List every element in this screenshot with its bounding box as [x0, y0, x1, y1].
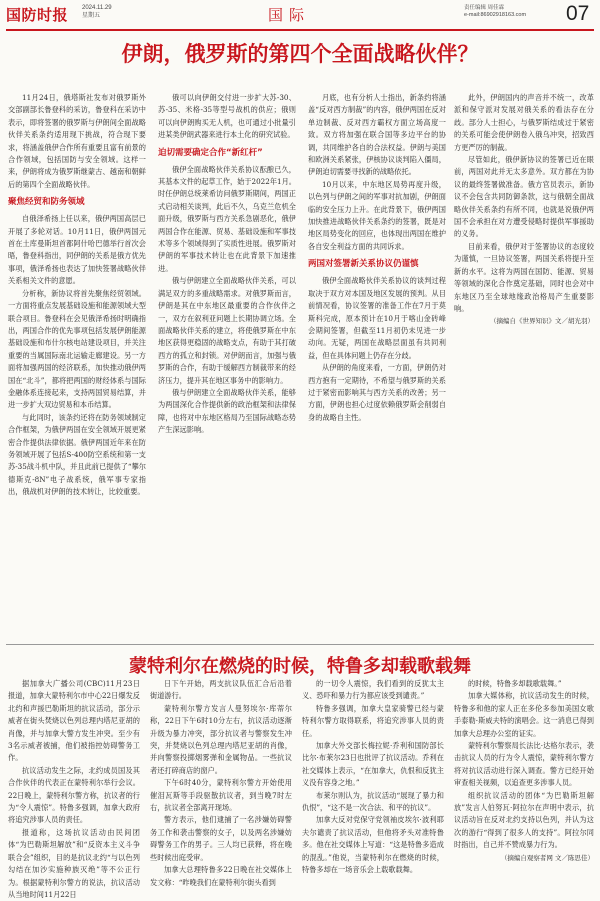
newspaper-logo: 国防时报 — [6, 6, 69, 24]
masthead-rule — [6, 29, 594, 31]
paragraph: 分析称，新协议将首先聚焦经贸领域。一方面将重点发展基础设施和能源领域大型联合项目。鲁登科在会见俄泽希扬时明确指出，两国合作的优先事项包括发展伊朗能源基础设施和布什尔核电站建设项目，并关注重要的当属国际南北运输走廊建设。另一方面将加强两国的经济联系，加快推动俄伊两国在“北斗”，都将把两国的财经体系与国际金融体系连接起来，支持两国贸易结算，并进一步扩大双边贸易和本币结算。 — [8, 288, 146, 410]
paragraph: 俄与伊朗建立全面战略伙伴关系，可以满足双方的多重战略需求。对俄罗斯而言，伊朗是其在中东地区最重要的合作伙伴之一，双方在叙利亚问题上长期协调立场。全面战略伙伴关系的建立，将使俄罗斯在中东地区获得更稳固的战略支点，有助于其打破西方的孤立和封锁。对伊朗而言，加强与俄罗斯的合作，有助于缓解西方制裁带来的经济压力，提升其在地区事务中的影响力。 — [158, 276, 296, 385]
paragraph: 10月以来，中东地区局势再度升级，以色列与伊朗之间的军事对抗加剧，伊朗面临的安全压力上升。在此背景下，俄伊两国加快推进战略伙伴关系条约的签署，既是对地区局势变化的回应，也体现出两国在维护各自安全利益方面的共同诉求。 — [308, 179, 446, 251]
paragraph: 蒙特利尔警察局长法比·达格尔表示，袭击抗议人员的行为令人震惊，蒙特利尔警方将对抗议活动进行深入调查。警方已经开始审查相关视频，以追查更多涉事人员。 — [454, 741, 594, 788]
article2-column-3 — [302, 678, 444, 875]
editor-info — [464, 5, 526, 19]
issue-date-block — [82, 4, 112, 20]
email-line: e-mail:86902918163.com — [464, 12, 527, 18]
article2-column-4 — [454, 678, 594, 862]
issue-date: 2024.11.29 — [82, 5, 112, 11]
paragraph: 加拿大外交部长梅拉妮·乔利和国防部长比尔·布莱尔23日也批评了抗议活动。乔利在社交媒体上表示，“在加拿大，仇恨和反犹主义没有容身之地。” — [302, 741, 444, 788]
article-divider — [6, 644, 594, 645]
section-title: 国际 — [268, 6, 311, 24]
paragraph: 尽管如此，俄伊新协议的签署已近在眼前，两国对此并无太多意外。双方都在为协议的最终签署做准备。俄方官员表示，新协议不会包含共同防御条款，这与俄朝全面战略伙伴关系条约有所不同，也就是说俄伊两国不会承担在对方遭受侵略时提供军事援助的义务。 — [454, 155, 594, 239]
paragraph: 与此同时，该条约还将在防务领域制定合作框架，为俄伊两国在安全领域开展更紧密合作提供法律依据。俄伊两国近年来在防务领域开展了包括S-400防空系统和第一支苏-35战斗机中队，并且此前已提供了“攀尔德斯克-8N”电子战系统，俄军事专家指出，俄战机对伊朗的技术转让，比较重要。 — [8, 412, 146, 497]
paragraph: 加拿大媒体称，抗议活动发生的时候，特鲁多和他的家人正在多伦多参加美国女歌手泰勒·斯威夫特的演唱会。这一消息已得到加拿大总理办公室的证实。 — [454, 691, 594, 738]
paragraph: 下午6时40分，蒙特利尔警方开始使用催泪瓦斯等手段驱散抗议者，到当晚7时左右，抗议者全部离开现场。 — [150, 778, 292, 813]
paragraph: 据加拿大广播公司(CBC)11月23日报道，加拿大蒙特利尔市中心22日爆发反北约和声援巴勒斯坦的抗议活动，部分示威者在街头焚烧以色列总理内塔尼亚胡的肖像，并与加拿大警方发生冲突。至少有3名示威者被捕，他们被指控妨碍警务工作。 — [8, 679, 140, 763]
paragraph: 组织抗议活动的团体“为巴勒斯坦解放”发言人伯努瓦·阿拉尔在声明中表示，抗议活动旨在反对北约支持以色列，并认为这次的游行“得到了很多人的支持”。阿拉尔同时指出，自己并不赞成暴力行为。 — [454, 790, 594, 850]
paragraph: 此外，伊朗国内的声音并不统一，改革派和保守派对发展对俄关系的看法存在分歧。部分人士担心，与俄罗斯结成过于紧密的关系可能会使伊朗卷入俄乌冲突，招致西方更严厉的制裁。 — [454, 93, 594, 152]
paragraph: 目前来看，俄伊对于签署协议的态度较为谨慎，一旦协议签署，两国关系将提升至新的水平。这将为两国在国防、能源、贸易等领域的深化合作奠定基础，同时也会对中东地区乃至全球地缘政治格局产生重要影响。 — [454, 241, 594, 313]
paragraph: 布莱尔则认为，抗议活动“展现了暴力和仇恨”，“这不是一次合法、和平的抗议”。 — [302, 790, 444, 813]
editor-line: 责任编辑 周佳霖 — [464, 5, 505, 11]
paragraph: 月底，也有分析人士指出，新条约将涵盖“反对西方制裁”的内容，俄伊两国在反对单边制裁、反对西方霸权方面立场高度一致。双方将加强在联合国等多边平台的协调，共同维护各自的合法权益。伊朗与美国和欧洲关系紧张，伊核协议谈判陷入僵局，伊朗迫切需要寻找新的战略依托。 — [308, 93, 446, 177]
paragraph: 11月24日，俄塔斯社发布对俄罗斯外交部副部长鲁登科的采访，鲁登科在采访中表示，即将签署的俄罗斯与伊朗间全面战略伙伴关系条约适用现下挑战，符合现下要求，将涵盖俄伊合作所有重要且富有前景的合作领域，包括国防与安全领域。这样一来，伊朗将成为俄罗斯继蒙古、越南和朝鲜后的第四个全面战略伙伴。 — [8, 93, 146, 189]
paragraph: 俄伊全面战略伙伴关系协议酝酿已久，其基本文件的起草工作，始于2022年1月。时任伊朗总统莱希访问俄罗斯期间，两国正式启动相关谈判，此后不久，乌克兰危机全面升级，俄罗斯与西方关系急剧恶化，俄伊两国合作在能源、贸易、基础设施和军事技术等多个领域得到了实质性进展。俄罗斯对伊朗的军事技术转让也在此背景下加速推进。 — [158, 164, 296, 273]
article2-column-1 — [8, 678, 140, 899]
paragraph: 俄可以向伊朗交付进一步扩大苏-30、苏-35、米格-35等型号战机的供应；俄则可以向伊朗购买无人机，也可通过小批量引进某类伊朗武器来进行本土化的研究试验。 — [158, 93, 296, 140]
article1-column-4 — [454, 92, 594, 640]
subheading: 两国对签署新关系协议仍谨慎 — [308, 259, 419, 270]
paragraph: 俄伊全面战略伙伴关系协议的谈判过程取决于双方对本国及地区发展的预判。从目前情况看，协议签署的准备工作在7月于莫斯科完成，原本预计在10月于喀山金砖峰会期间签署，但截至11月初仍未见进一步动向。无疑，两国在战略层面虽有共同利益，但在具体问题上仍存在分歧。 — [308, 276, 446, 360]
paragraph: 加拿大反对党保守党领袖皮埃尔·波利耶夫尔谴责了抗议活动，但他将矛头对准特鲁多。他在社交媒体上写道：“这是特鲁多造成的混乱。”他说，当蒙特利尔在燃烧的时候，特鲁多却在一场音乐会上载歌载舞。 — [302, 815, 444, 875]
paragraph: 蒙特利尔警方发言人曼努埃尔·库蒂尔称，22日下午6时10分左右，抗议活动逐渐升级为暴力冲突，部分抗议者与警察发生冲突，并焚烧以色列总理内塔尼亚胡的肖像，并向警察投掷烟雾弹和金属物品。一些抗议者还打碎商店的窗户。 — [150, 703, 292, 775]
masthead — [0, 0, 600, 30]
source-credit: （摘编自《世界知识》文／胡光羽） — [490, 317, 594, 326]
paragraph: 俄与伊朗建立全面战略伙伴关系，能够为两国深化合作提供新的政治框架和法律保障，也将对中东地区格局乃至国际战略态势产生深远影响。 — [158, 387, 296, 435]
paragraph: 的一切令人震惊，我们看到的反犹太主义、恐吓和暴力行为都应该受到谴责。” — [302, 679, 444, 701]
article2-column-2 — [150, 678, 292, 887]
article1-column-2 — [158, 92, 296, 640]
paragraph: 日下午开始，两支抗议队伍汇合后沿着街道游行。 — [150, 679, 292, 701]
paragraph: 抗议活动发生之际，北约成员国及其合作伙伴的代表正在蒙特利尔举行会议。22日晚上，蒙特利尔警方称，抗议者的行为“令人震惊”。特鲁多强调，加拿大政府将追究涉事人员的责任。 — [8, 765, 140, 825]
paragraph: 从伊朗的角度来看，一方面，伊朗仍对西方抱有一定期待，不希望与俄罗斯的关系过于紧密而影响其与西方关系的改善；另一方面，伊朗也担心过度依赖俄罗斯会削弱自身的战略自主性。 — [308, 363, 446, 422]
page-number: 07 — [566, 2, 590, 25]
source-credit: （摘编自观察者网 文／陈思佳） — [500, 853, 594, 862]
article2-headline: 蒙特利尔在燃烧的时候，特鲁多却载歌载舞 — [129, 656, 471, 677]
subheading: 聚焦经贸和防务领域 — [8, 197, 85, 208]
paragraph: 特鲁多强调，加拿大皇家骑警已经与蒙特利尔警方取得联系，将追究涉事人员的责任。 — [302, 703, 444, 738]
paragraph: 报道称，这场抗议活动由民间团体“为巴勒斯坦解放”和“反资本主义斗争联合会”组织，目的是抗议北约“与以色列勾结在加沙实施种族灭绝”等不公正行为。根据蒙特利尔警方的说法，抗议活动从当地时间11月22日 — [8, 827, 140, 899]
paragraph: 自俄泽希扬上任以来，俄伊两国高层已开展了多轮对话。10月11日，俄伊两国元首在土库曼斯坦首都阿什哈巴德举行首次会晤，鲁登科指出，同伊朗的关系是俄方优先事项，俄泽希扬也表达了加快签署战略伙伴关系相关文件的意愿。 — [8, 214, 146, 286]
article1-column-1 — [8, 92, 146, 640]
subheading: 迫切需要确定合作“新红杆” — [158, 147, 263, 158]
article1-headline: 伊朗，俄罗斯的第四个全面战略伙伴？ — [121, 42, 479, 66]
paragraph: 的时候，特鲁多却载歌载舞。” — [468, 679, 562, 688]
paragraph: 警方表示，他们逮捕了一名涉嫌妨碍警务工作和袭击警察的女子，以及两名涉嫌妨碍警务工作的男子。三人均已获释，将在晚些时候出庭受审。 — [150, 815, 292, 862]
article1-column-3 — [308, 92, 446, 640]
issue-weekday: 星期五 — [82, 13, 101, 19]
paragraph: 加拿大总理特鲁多22日晚在社交媒体上发文称：“昨晚我们在蒙特利尔街头看到 — [150, 865, 292, 887]
